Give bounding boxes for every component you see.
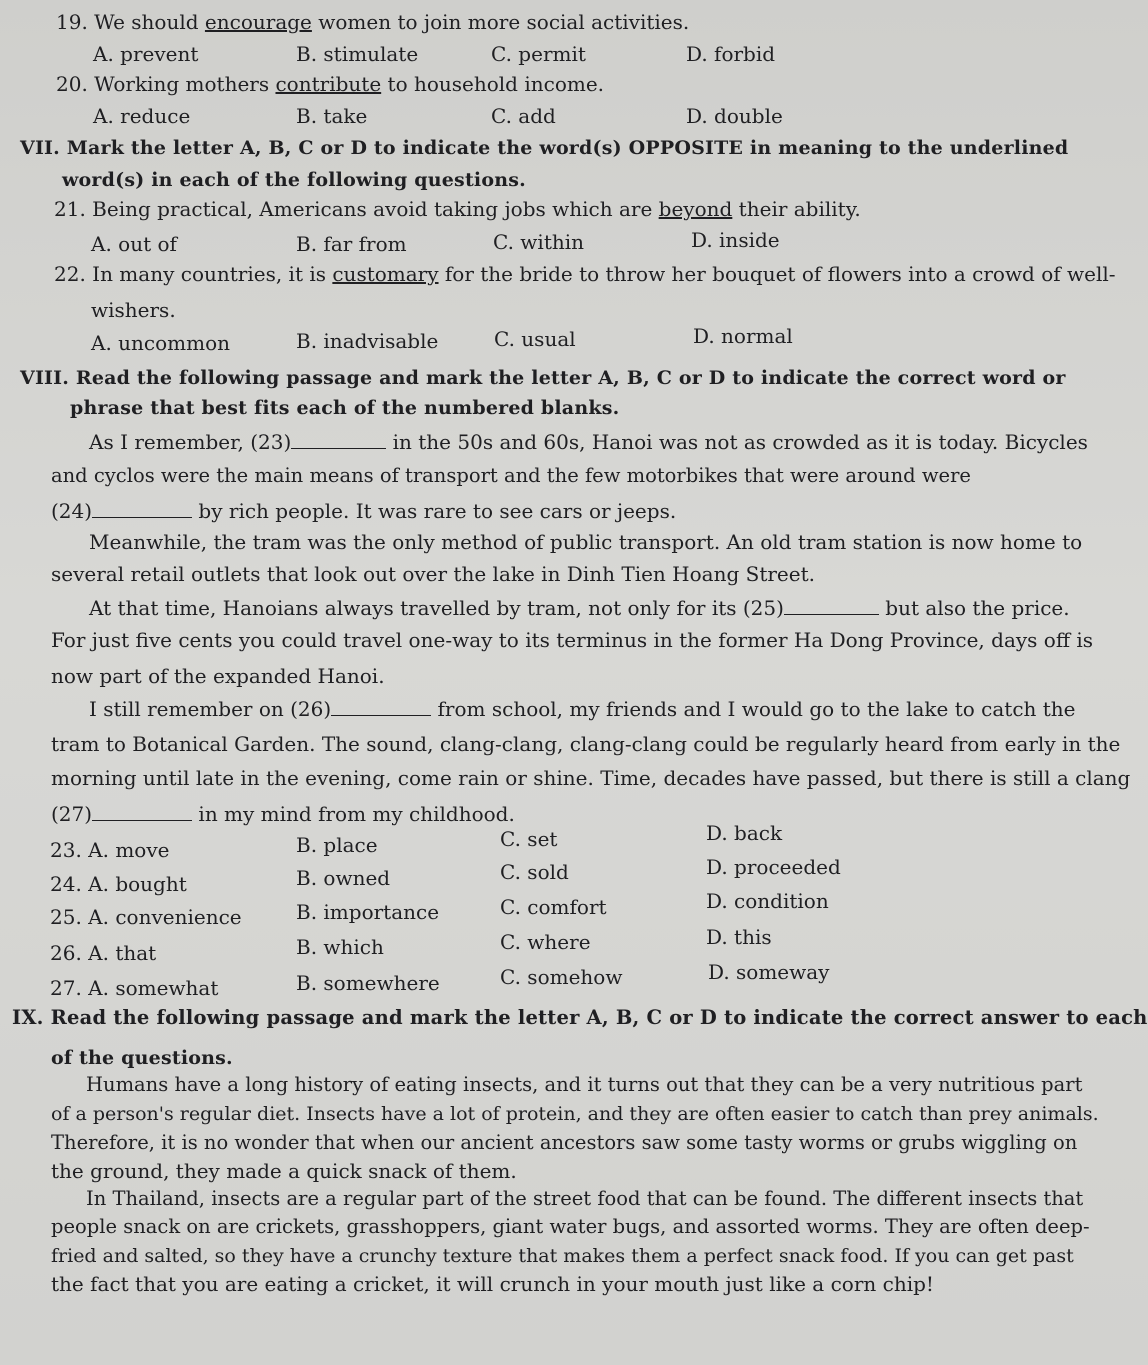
passage-line: Meanwhile, the tram was the only method of public transport. An old tram station is now home to [89, 530, 1083, 554]
question-text: their ability. [732, 197, 861, 221]
passage-line: morning until late in the evening, come rain or shine. Time, decades have passed, but there is still a clang [51, 766, 1131, 790]
passage-line: Humans have a long history of eating insects, and it turns out that they can be a very nutritious part [86, 1073, 1083, 1096]
passage-line: several retail outlets that look out over the lake in Dinh Tien Hoang Street. [51, 562, 815, 586]
option-d: D. normal [693, 324, 793, 348]
question-text: for the bride to throw her bouquet of flowers into a crowd of well- [438, 262, 1116, 286]
option-c: C. permit [491, 42, 586, 66]
section-ix-heading-cont: of the questions. [51, 1047, 233, 1069]
blank-26 [331, 697, 431, 716]
option-d: D. someway [708, 960, 830, 984]
blank-23 [291, 430, 386, 449]
passage-text: (24) [51, 499, 93, 523]
underlined-word: encourage [204, 10, 312, 34]
passage-text: At that time, Hanoians always travelled by tram, not only for its (25) [89, 596, 784, 620]
passage-line: people snack on are crickets, grasshoppers, giant water bugs, and assorted worms. They are often deep- [51, 1215, 1090, 1238]
passage-text: in my mind from my childhood. [192, 802, 515, 826]
section-viii-heading-cont: phrase that best fits each of the numbered blanks. [70, 397, 620, 419]
option-a: A. reduce [93, 104, 191, 128]
passage-line [51, 499, 676, 523]
passage-line: tram to Botanical Garden. The sound, clang-clang, clang-clang could be regularly heard from early in the [51, 732, 1121, 756]
question-22 [54, 262, 1116, 286]
option-a: A. out of [91, 232, 177, 256]
question-text: to household income. [381, 72, 605, 96]
passage-line: of a person's regular diet. Insects have a lot of protein, and they are often easier to catch than prey animals. [51, 1103, 1099, 1125]
passage-line: Therefore, it is no wonder that when our ancient ancestors saw some tasty worms or grubs wiggling on [51, 1131, 1078, 1154]
passage-line: the ground, they made a quick snack of them. [51, 1159, 517, 1183]
option-a: 27. A. somewhat [50, 976, 219, 1000]
option-b: B. somewhere [296, 971, 440, 995]
underlined-word: beyond [658, 197, 733, 221]
option-c: C. within [493, 230, 585, 254]
option-b: B. take [296, 104, 368, 128]
question-19 [56, 10, 689, 34]
question-22-cont: wishers. [91, 298, 176, 322]
option-c: C. where [500, 930, 591, 954]
option-d: D. back [706, 821, 783, 845]
option-c: C. somehow [500, 965, 623, 989]
passage-text: by rich people. It was rare to see cars or jeeps. [192, 499, 677, 523]
blank-27 [92, 802, 192, 821]
question-number: 21. [54, 197, 86, 221]
section-viii-heading: VIII. Read the following passage and mark the letter A, B, C or D to indicate the correct word or [20, 367, 1066, 389]
question-number: 19. [56, 10, 88, 34]
option-b: B. which [296, 935, 384, 959]
passage-line: For just five cents you could travel one-way to its terminus in the former Ha Dong Province, days off is [51, 628, 1094, 652]
passage-text: As I remember, (23) [89, 430, 292, 454]
passage-text: in the 50s and 60s, Hanoi was not as crowded as it is today. Bicycles [386, 430, 1088, 454]
passage-text: but also the price. [878, 596, 1070, 620]
question-number: 22. [54, 262, 86, 286]
question-text: We should [94, 10, 205, 34]
question-text: women to join more social activities. [311, 10, 690, 34]
blank-24 [92, 499, 192, 518]
passage-line [89, 596, 1070, 620]
section-vii-heading: VII. Mark the letter A, B, C or D to indicate the word(s) OPPOSITE in meaning to the underlined [20, 137, 1069, 159]
option-d: D. forbid [686, 42, 776, 66]
option-b: B. place [296, 833, 378, 857]
question-text: In many countries, it is [92, 262, 333, 286]
passage-text: (27) [51, 802, 93, 826]
option-b: B. owned [296, 866, 391, 890]
option-c: C. sold [500, 860, 569, 884]
option-a: 24. A. bought [50, 872, 187, 896]
option-d: D. double [686, 104, 783, 128]
passage-line: fried and salted, so they have a crunchy texture that makes them a perfect snack food. If you can get past [51, 1245, 1074, 1267]
option-d: D. condition [706, 889, 829, 913]
question-21 [54, 197, 861, 221]
passage-text: from school, my friends and I would go to the lake to catch the [431, 697, 1076, 721]
passage-line: and cyclos were the main means of transport and the few motorbikes that were around were [51, 464, 971, 487]
option-c: C. set [500, 827, 558, 851]
question-20 [56, 72, 604, 96]
question-number: 20. [56, 72, 88, 96]
section-vii-heading-cont: word(s) in each of the following questions. [62, 169, 526, 191]
option-b: B. stimulate [296, 42, 419, 66]
option-a: 25. A. convenience [50, 905, 242, 929]
blank-25 [784, 596, 879, 615]
option-a: 26. A. that [50, 941, 157, 965]
option-a: 23. A. move [50, 838, 170, 862]
option-b: B. inadvisable [296, 329, 439, 353]
option-a: A. uncommon [91, 331, 231, 355]
option-c: C. comfort [500, 895, 607, 919]
option-d: D. this [706, 925, 772, 949]
option-c: C. usual [494, 327, 576, 351]
passage-line [89, 697, 1076, 721]
passage-line [89, 430, 1088, 454]
passage-line [51, 802, 515, 826]
option-d: D. proceeded [706, 855, 841, 879]
passage-text: I still remember on (26) [89, 697, 332, 721]
option-b: B. far from [296, 232, 407, 256]
passage-line: the fact that you are eating a cricket, it will crunch in your mouth just like a corn chip! [51, 1272, 934, 1296]
underlined-word: contribute [275, 72, 382, 96]
passage-line: now part of the expanded Hanoi. [51, 664, 385, 688]
question-text: Being practical, Americans avoid taking jobs which are [92, 197, 659, 221]
option-d: D. inside [691, 228, 780, 252]
option-c: C. add [491, 104, 556, 128]
option-a: A. prevent [93, 42, 199, 66]
section-ix-heading: IX. Read the following passage and mark the letter A, B, C or D to indicate the correct answer to each [12, 1006, 1148, 1029]
option-b: B. importance [296, 900, 440, 924]
underlined-word: customary [332, 262, 439, 286]
question-text: Working mothers [94, 72, 276, 96]
passage-line: In Thailand, insects are a regular part of the street food that can be found. The different insects that [86, 1187, 1084, 1210]
